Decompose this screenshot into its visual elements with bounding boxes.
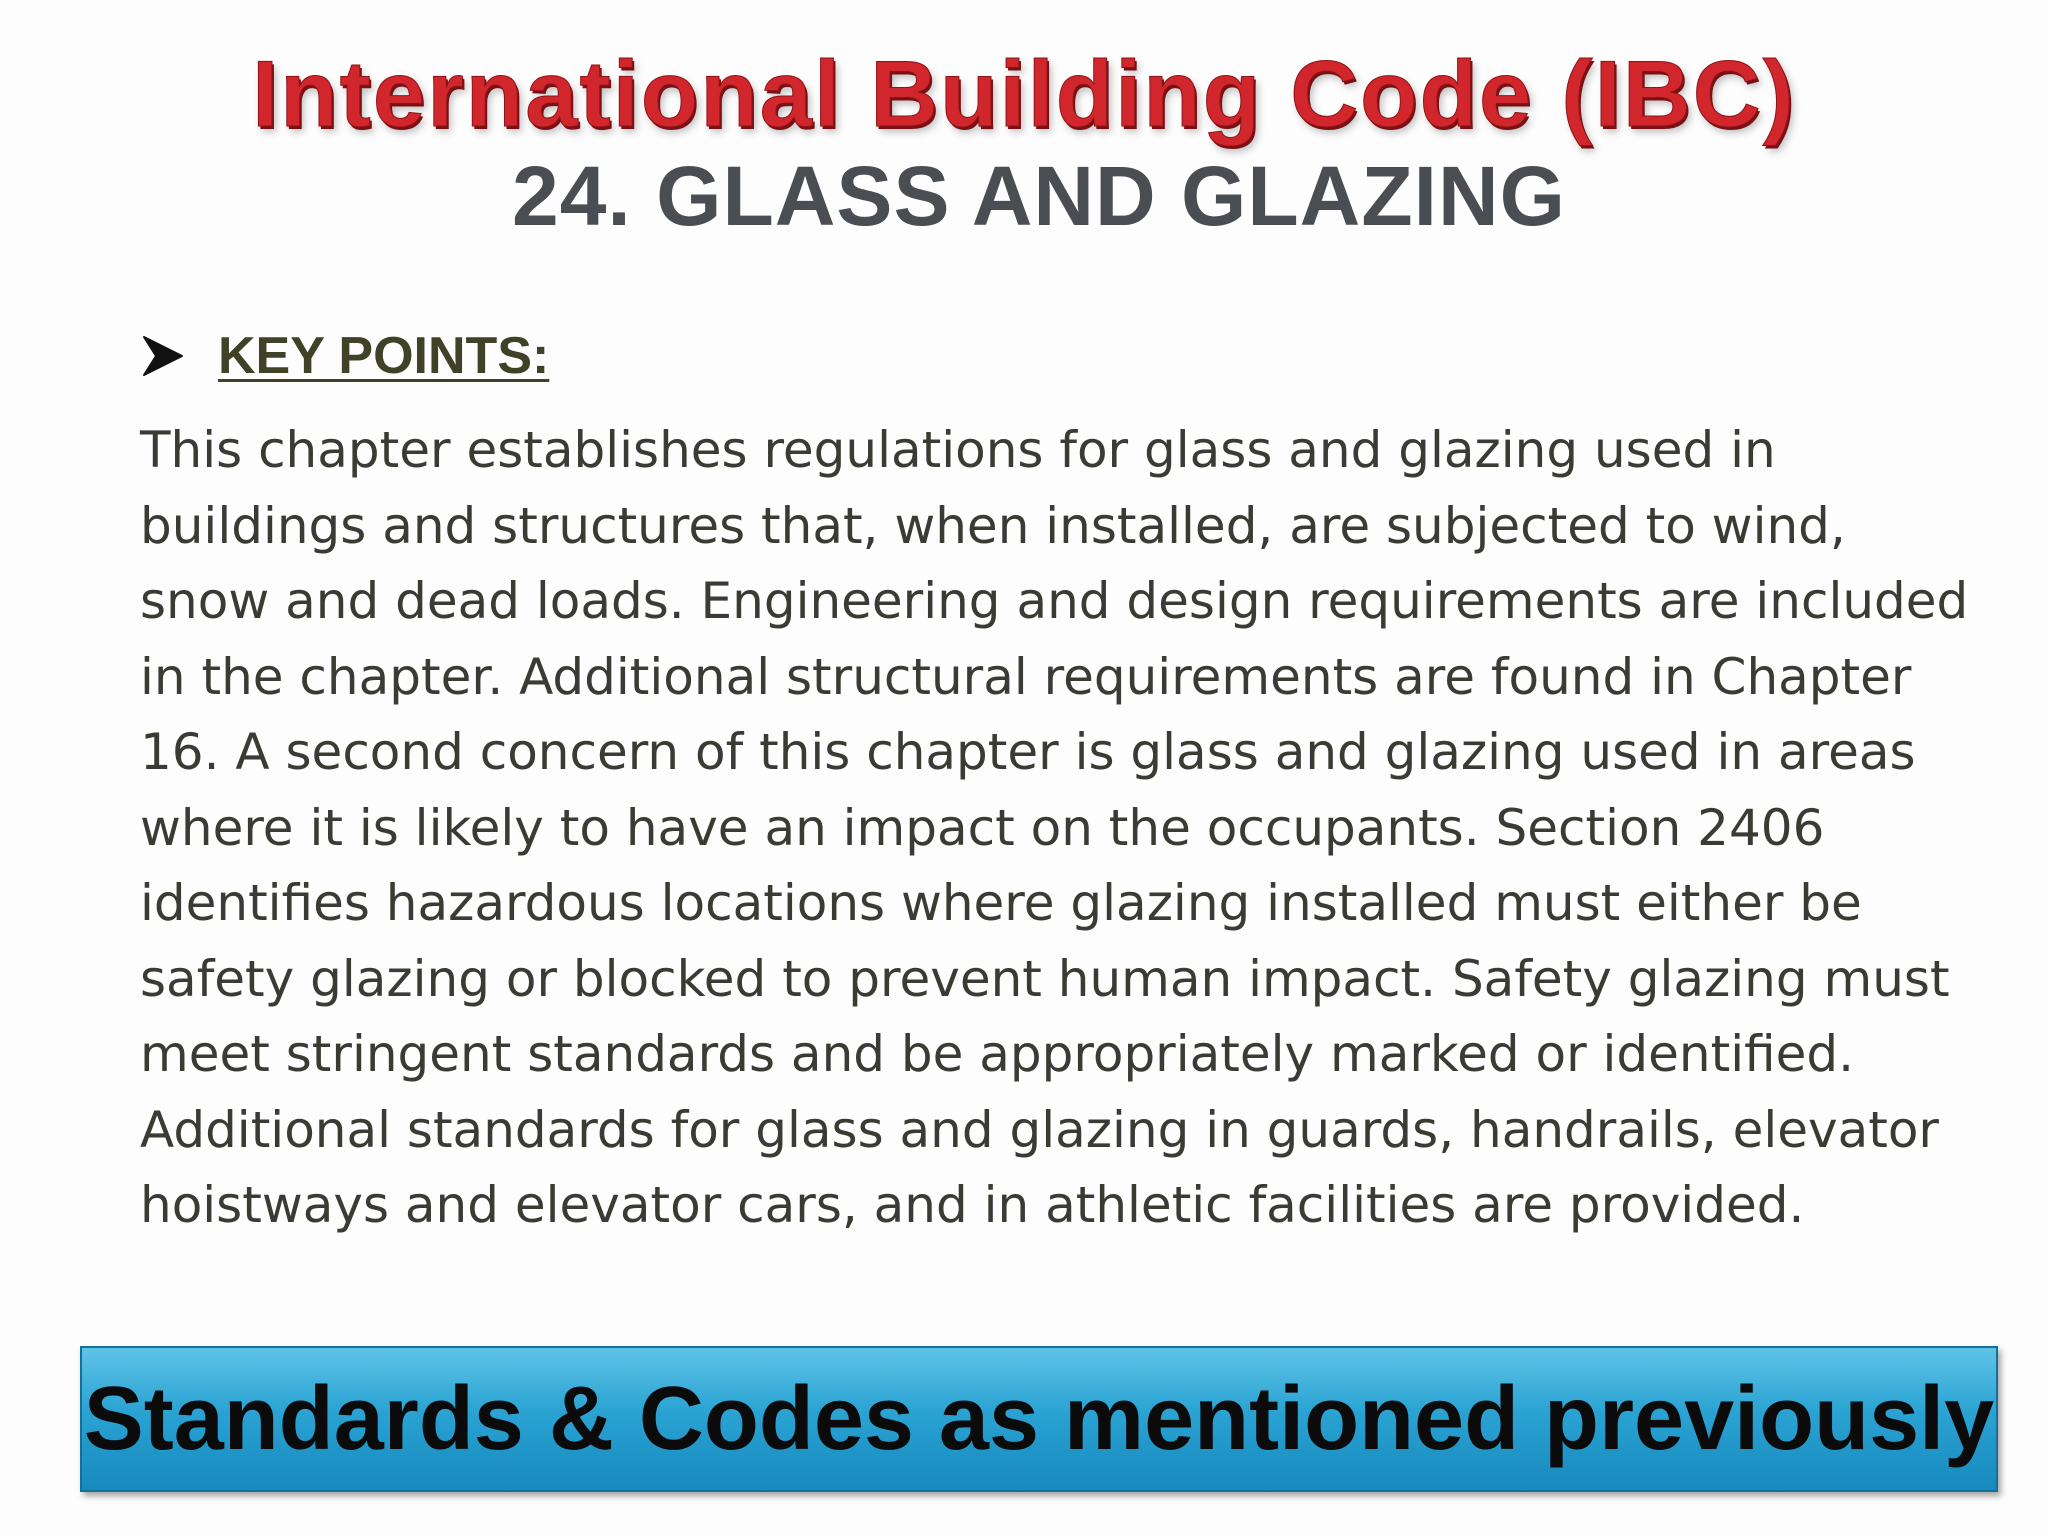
- banner-text: Standards & Codes as mentioned previously: [83, 1368, 1995, 1469]
- key-points-body: This chapter establishes regulations for glass and glazing used in buildings and structures that, when installed, are subjected to wind, snow and dead loads. Engineering and design requirements are included in the chapter. Additional structural requirements are found in Chapter 16. A second concern of this chapter is glass and glazing used in areas where it is likely to have an impact on the occupants. Section 2406 identifies hazardous locations where glazing installed must either be safety glazing or blocked to prevent human impact. Safety glazing must meet stringent standards and be appropriately marked or identified. Additional standards for glass and glazing in guards, handrails, elevator hoistways and elevator cars, and in athletic facilities are provided.: [140, 421, 1969, 1234]
- slide-subtitle: 24. GLASS AND GLAZING: [512, 149, 1566, 243]
- key-points-heading: [140, 326, 549, 386]
- key-points-label: KEY POINTS:: [218, 327, 550, 385]
- bottom-banner: [80, 1346, 1998, 1492]
- arrow-bullet-icon: [140, 333, 186, 379]
- slide-title: International Building Code (IBC): [252, 41, 1796, 146]
